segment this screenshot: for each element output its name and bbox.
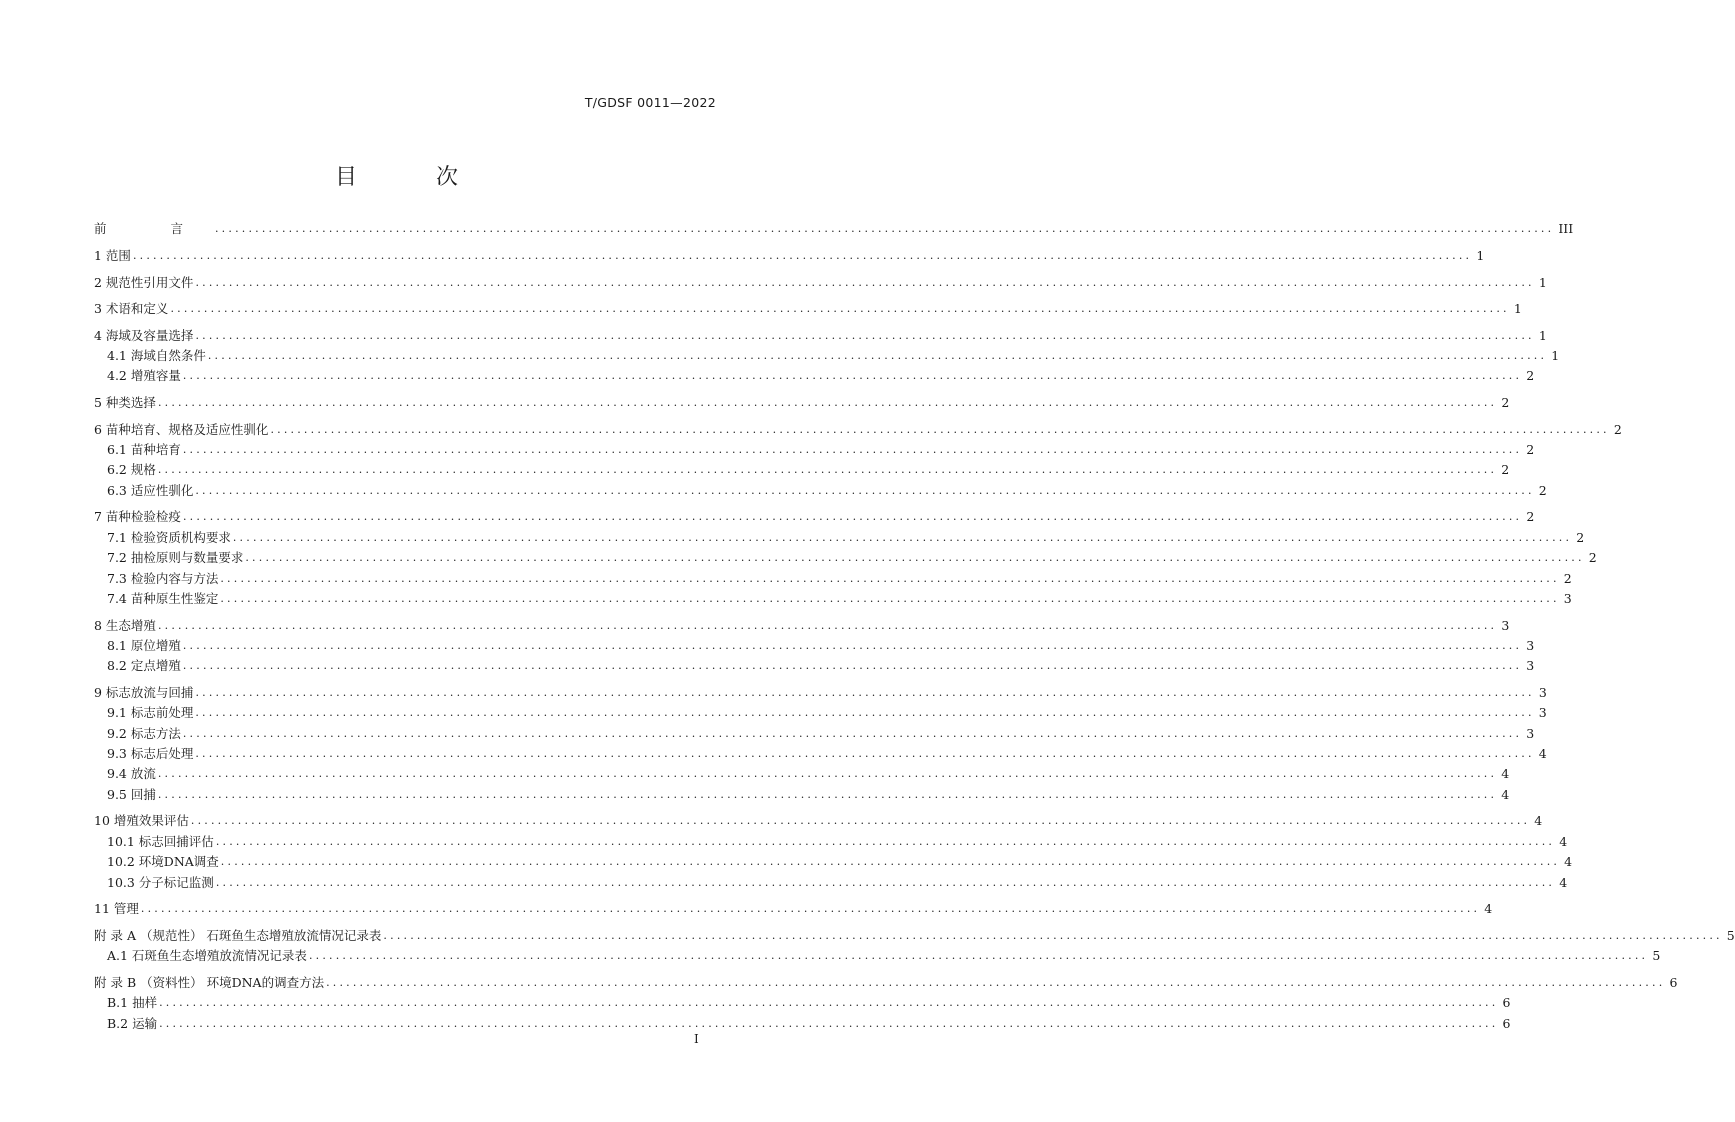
toc-leader-dots: ........................................................................................................................................................................................................: [140, 902, 1481, 916]
toc-entry-page: 6: [1502, 995, 1511, 1011]
toc-leader-dots: ........................................................................................................................................................................................................: [157, 787, 1498, 801]
toc-entry[interactable]: [94, 723, 1535, 743]
toc-entry[interactable]: [94, 852, 1573, 872]
toc-leader-dots: ........................................................................................................................................................................................................: [157, 463, 1498, 477]
toc-leader-dots: ........................................................................................................................................................................................................: [182, 443, 1523, 457]
toc-entry-page: 6: [1669, 974, 1678, 990]
toc-leader-dots: ........................................................................................................................................................................................................: [195, 706, 1535, 720]
toc-entry[interactable]: [94, 1013, 1511, 1033]
toc-entry[interactable]: [94, 568, 1572, 588]
page-number: I: [694, 1032, 699, 1046]
toc-entry-label: 10 增殖效果评估: [94, 811, 191, 831]
toc-leader-dots: ........................................................................................................................................................................................................: [157, 618, 1498, 632]
toc-entry-page: 4: [1534, 813, 1543, 829]
toc-leader-dots: ........................................................................................................................................................................................................: [270, 422, 1610, 436]
toc-entry[interactable]: [94, 656, 1535, 676]
toc-entry[interactable]: [94, 548, 1597, 568]
toc-entry-page: 3: [1526, 637, 1535, 653]
toc-leader-dots: ........................................................................................................................................................................................................: [195, 483, 1535, 497]
toc-leader-dots: ........................................................................................................................................................................................................: [195, 275, 1535, 289]
toc-entry-label: 9.4 放流: [107, 764, 158, 784]
toc-entry-page: 3: [1526, 725, 1535, 741]
table-of-contents: [94, 219, 1735, 1034]
toc-entry[interactable]: [94, 764, 1510, 784]
toc-entry-page: 1: [1538, 274, 1547, 290]
toc-leader-dots: ........................................................................................................................................................................................................: [182, 369, 1523, 383]
toc-leader-dots: ........................................................................................................................................................................................................: [190, 814, 1531, 828]
toc-entry[interactable]: [94, 899, 1493, 919]
toc-entry-page: 1: [1538, 327, 1547, 343]
toc-entry-label: 2 规范性引用文件: [94, 273, 195, 293]
page-title: 目 次: [335, 165, 494, 190]
toc-entry-label: A.1 石斑鱼生态增殖放流情况记录表: [107, 946, 309, 966]
toc-entry[interactable]: [94, 480, 1547, 500]
toc-entry-label: 8.2 定点增殖: [107, 656, 183, 676]
toc-entry-page: 4: [1501, 786, 1510, 802]
toc-leader-dots: ........................................................................................................................................................................................................: [207, 349, 1548, 363]
toc-entry[interactable]: [94, 703, 1547, 723]
toc-leader-dots: ........................................................................................................................................................................................................: [220, 591, 1560, 605]
toc-entry-page: 2: [1613, 421, 1622, 437]
toc-entry[interactable]: [94, 440, 1535, 460]
toc-entry-page: 2: [1526, 509, 1535, 525]
toc-entry[interactable]: [94, 872, 1568, 892]
toc-entry[interactable]: [94, 246, 1485, 266]
toc-entry-page: 3: [1538, 705, 1547, 721]
toc-entry[interactable]: [94, 784, 1510, 804]
toc-entry-page: 2: [1538, 482, 1547, 498]
toc-entry[interactable]: [94, 615, 1510, 635]
toc-entry-label: 3 术语和定义: [94, 299, 170, 319]
toc-entry-page: 2: [1501, 395, 1510, 411]
toc-leader-dots: ........................................................................................................................................................................................................: [182, 510, 1523, 524]
toc-entry-page: 1: [1513, 301, 1522, 317]
toc-entry[interactable]: [94, 972, 1678, 992]
toc-entry-page: 2: [1576, 529, 1585, 545]
toc-leader-dots: ........................................................................................................................................................................................................: [308, 949, 1649, 963]
toc-entry[interactable]: [94, 589, 1572, 609]
toc-entry-page: 6: [1502, 1015, 1511, 1031]
toc-entry-page: 4: [1538, 746, 1547, 762]
toc-entry-label: 5 种类选择: [94, 393, 158, 413]
toc-entry-label: 6.1 苗种培育: [107, 440, 183, 460]
toc-leader-dots: ........................................................................................................................................................................................................: [195, 685, 1535, 699]
toc-entry[interactable]: [94, 946, 1661, 966]
toc-entry-label: 1 范围: [94, 246, 133, 266]
toc-entry[interactable]: [94, 527, 1585, 547]
toc-leader-dots: ........................................................................................................................................................................................................: [195, 747, 1535, 761]
toc-entry[interactable]: [94, 831, 1568, 851]
toc-entry-page: 3: [1563, 590, 1572, 606]
toc-entry-label: 附 录 B （资料性） 环境DNA的调查方法: [94, 973, 326, 993]
toc-leader-dots: ........................................................................................................................................................................................................: [326, 975, 1666, 989]
toc-entry-page: 4: [1501, 766, 1510, 782]
standard-code: T/GDSF 0011—2022: [584, 95, 716, 110]
toc-entry-label: 4.1 海域自然条件: [107, 346, 208, 366]
toc-entry-label: 7.2 抽检原则与数量要求: [107, 548, 245, 568]
toc-entry-label: 9.3 标志后处理: [107, 744, 195, 764]
toc-entry-label: 9.5 回捕: [107, 785, 158, 805]
toc-entry-label: 10.2 环境DNA调查: [107, 852, 221, 872]
toc-entry[interactable]: [94, 925, 1735, 945]
toc-leader-dots: ........................................................................................................................................................................................................: [170, 302, 1510, 316]
toc-entry-label: 前 言: [94, 219, 215, 239]
toc-leader-dots: ........................................................................................................................................................................................................: [245, 551, 1585, 565]
toc-leader-dots: ........................................................................................................................................................................................................: [182, 638, 1523, 652]
toc-entry-label: 11 管理: [94, 899, 141, 919]
toc-entry-page: III: [1558, 221, 1574, 237]
toc-entry-page: 4: [1559, 874, 1568, 890]
toc-leader-dots: ........................................................................................................................................................................................................: [132, 248, 1473, 262]
toc-entry-label: 10.3 分子标记监测: [107, 873, 216, 893]
toc-entry-page: 3: [1538, 684, 1547, 700]
toc-entry[interactable]: [94, 325, 1547, 345]
toc-leader-dots: ........................................................................................................................................................................................................: [182, 659, 1523, 673]
toc-entry[interactable]: [94, 993, 1511, 1013]
toc-leader-dots: ........................................................................................................................................................................................................: [214, 222, 1555, 236]
toc-entry-label: 6 苗种培育、规格及适应性驯化: [94, 420, 270, 440]
toc-entry-page: 2: [1526, 368, 1535, 384]
toc-entry-label: 附 录 A （规范性） 石斑鱼生态增殖放流情况记录表: [94, 926, 383, 946]
toc-entry[interactable]: [94, 811, 1543, 831]
toc-entry-label: B.1 抽样: [107, 993, 159, 1013]
toc-entry-label: B.2 运输: [107, 1014, 159, 1034]
toc-entry-page: 5: [1652, 948, 1661, 964]
toc-entry-page: 2: [1526, 442, 1535, 458]
toc-leader-dots: ........................................................................................................................................................................................................: [159, 1016, 1499, 1030]
toc-entry[interactable]: [94, 219, 1574, 239]
toc-leader-dots: ........................................................................................................................................................................................................: [159, 996, 1499, 1010]
toc-entry[interactable]: [94, 683, 1547, 703]
toc-entry-page: 2: [1563, 570, 1572, 586]
toc-leader-dots: ........................................................................................................................................................................................................: [157, 396, 1498, 410]
toc-entry-label: 4 海域及容量选择: [94, 326, 195, 346]
toc-entry-label: 6.3 适应性驯化: [107, 481, 195, 501]
toc-entry[interactable]: [94, 507, 1535, 527]
toc-entry-page: 5: [1726, 927, 1735, 943]
toc-leader-dots: ........................................................................................................................................................................................................: [195, 328, 1535, 342]
toc-entry[interactable]: [94, 299, 1522, 319]
toc-entry[interactable]: [94, 366, 1535, 386]
toc-entry-label: 7.3 检验内容与方法: [107, 569, 220, 589]
toc-leader-dots: ........................................................................................................................................................................................................: [383, 928, 1723, 942]
toc-entry-label: 9 标志放流与回捕: [94, 683, 195, 703]
toc-leader-dots: ........................................................................................................................................................................................................: [220, 571, 1560, 585]
toc-entry-label: 8.1 原位增殖: [107, 636, 183, 656]
toc-leader-dots: ........................................................................................................................................................................................................: [215, 834, 1556, 848]
toc-entry-label: 10.1 标志回捕评估: [107, 832, 216, 852]
toc-entry[interactable]: [94, 460, 1510, 480]
toc-entry-label: 9.1 标志前处理: [107, 703, 195, 723]
toc-entry[interactable]: [94, 636, 1535, 656]
toc-leader-dots: ........................................................................................................................................................................................................: [232, 530, 1573, 544]
toc-entry-label: 9.2 标志方法: [107, 724, 183, 744]
toc-entry-page: 2: [1501, 462, 1510, 478]
toc-leader-dots: ........................................................................................................................................................................................................: [220, 855, 1561, 869]
toc-entry-page: 2: [1588, 550, 1597, 566]
toc-entry[interactable]: [94, 272, 1547, 292]
toc-entry-page: 4: [1484, 901, 1493, 917]
toc-entry-page: 1: [1476, 247, 1485, 263]
toc-leader-dots: ........................................................................................................................................................................................................: [215, 875, 1556, 889]
toc-entry-label: 7 苗种检验检疫: [94, 507, 183, 527]
toc-entry-label: 4.2 增殖容量: [107, 366, 183, 386]
toc-leader-dots: ........................................................................................................................................................................................................: [157, 767, 1498, 781]
toc-entry[interactable]: [94, 419, 1622, 439]
toc-leader-dots: ........................................................................................................................................................................................................: [182, 726, 1523, 740]
toc-entry-label: 7.4 苗种原生性鉴定: [107, 589, 220, 609]
toc-entry-label: 6.2 规格: [107, 460, 158, 480]
toc-entry-label: 7.1 检验资质机构要求: [107, 528, 233, 548]
toc-entry-page: 3: [1526, 658, 1535, 674]
toc-entry-page: 4: [1564, 854, 1573, 870]
toc-entry[interactable]: [94, 393, 1510, 413]
toc-entry-page: 3: [1501, 617, 1510, 633]
toc-entry-page: 4: [1559, 833, 1568, 849]
toc-entry[interactable]: [94, 744, 1547, 764]
toc-entry[interactable]: [94, 346, 1560, 366]
toc-entry-label: 8 生态增殖: [94, 616, 158, 636]
toc-entry-page: 1: [1551, 348, 1560, 364]
